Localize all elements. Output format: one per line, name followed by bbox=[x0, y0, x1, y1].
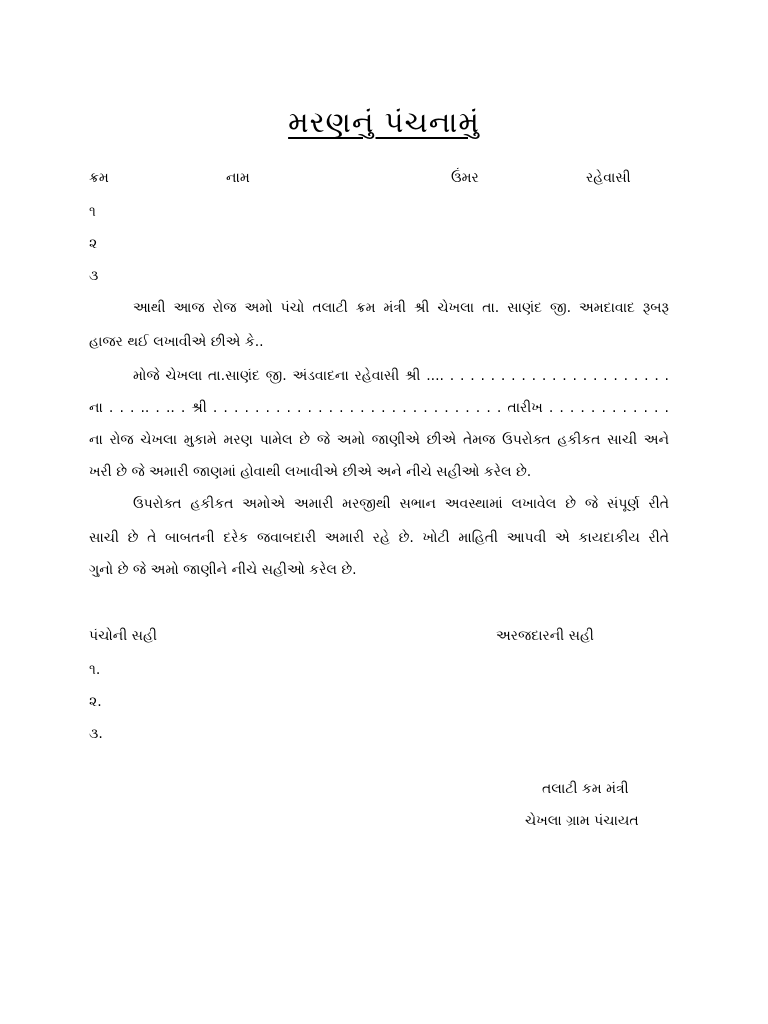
panch-signature-label: પંચોની સહી bbox=[89, 628, 157, 644]
row-number-1: ૧ bbox=[89, 204, 96, 220]
header-residence: રહેવાસી bbox=[586, 170, 631, 186]
signature-item-2: ૨. bbox=[89, 694, 102, 710]
row-number-2: ૨ bbox=[89, 236, 98, 252]
document-title-text: મરણનું પંચનામું bbox=[288, 105, 480, 139]
row-number-3: ૩ bbox=[89, 268, 99, 284]
document-title bbox=[0, 100, 768, 144]
paragraph1-line1: આથી આજ રોજ અમો પંચો તલાટી ક્રમ મંત્રી શ્રી ચેખલા તા. સાણંદ જી. અમદાવાદ રૂબરૂ bbox=[133, 300, 669, 316]
paragraph2-line4: ખરી છે જે અમારી જાણમાં હોવાથી લખાવીએ છીએ અને નીચે સહીઓ કરેલ છે. bbox=[89, 464, 532, 480]
applicant-signature-label: અરજદારની સહી bbox=[496, 628, 594, 644]
paragraph3-line2: સાચી છે તે બાબતની દરેક જવાબદારી અમારી રહે છે. ખોટી માહિતી આપવી એ કાયદાકીય રીતે bbox=[89, 530, 669, 546]
header-serial: ક્રમ bbox=[89, 170, 109, 186]
paragraph2-line3: ના રોજ ચેખલા મુકામે મરણ પામેલ છે જે અમો જાણીએ છીએ તેમજ ઉપરોક્ત હકીકત સાચી અને bbox=[89, 432, 669, 448]
paragraph1-line2: હાજર થઈ લખાવીએ છીએ કે.. bbox=[89, 334, 264, 350]
signature-item-3: ૩. bbox=[89, 726, 103, 742]
header-name: નામ bbox=[226, 170, 250, 186]
paragraph3-line1: ઉપરોક્ત હકીકત અમોએ અમારી મરજીથી સભાન અવસ્થામાં લખાવેલ છે જે સંપૂર્ણ રીતે bbox=[133, 496, 669, 512]
paragraph2-line2: ના . . . .. . .. . શ્રી . . . . . . . . . . . . . . . . . . . . . . . . . . . . તારીખ . . . . . . . . . . . . bbox=[89, 400, 669, 416]
paragraph3-line3: ગુનો છે જે અમો જાણીને નીચે સહીઓ કરેલ છે. bbox=[89, 562, 357, 578]
paragraph2-line1: મોજે ચેખલા તા.સાણંદ જી. અંડવાદના રહેવાસી શ્રી .... . . . . . . . . . . . . . . . . . . . . . . bbox=[133, 368, 669, 384]
footer-designation: તલાટી કમ મંત્રી bbox=[542, 781, 629, 797]
footer-office: ચેખલા ગ્રામ પંચાયત bbox=[525, 813, 639, 829]
signature-item-1: ૧. bbox=[89, 662, 101, 678]
header-age: ઉંમર bbox=[451, 170, 479, 186]
